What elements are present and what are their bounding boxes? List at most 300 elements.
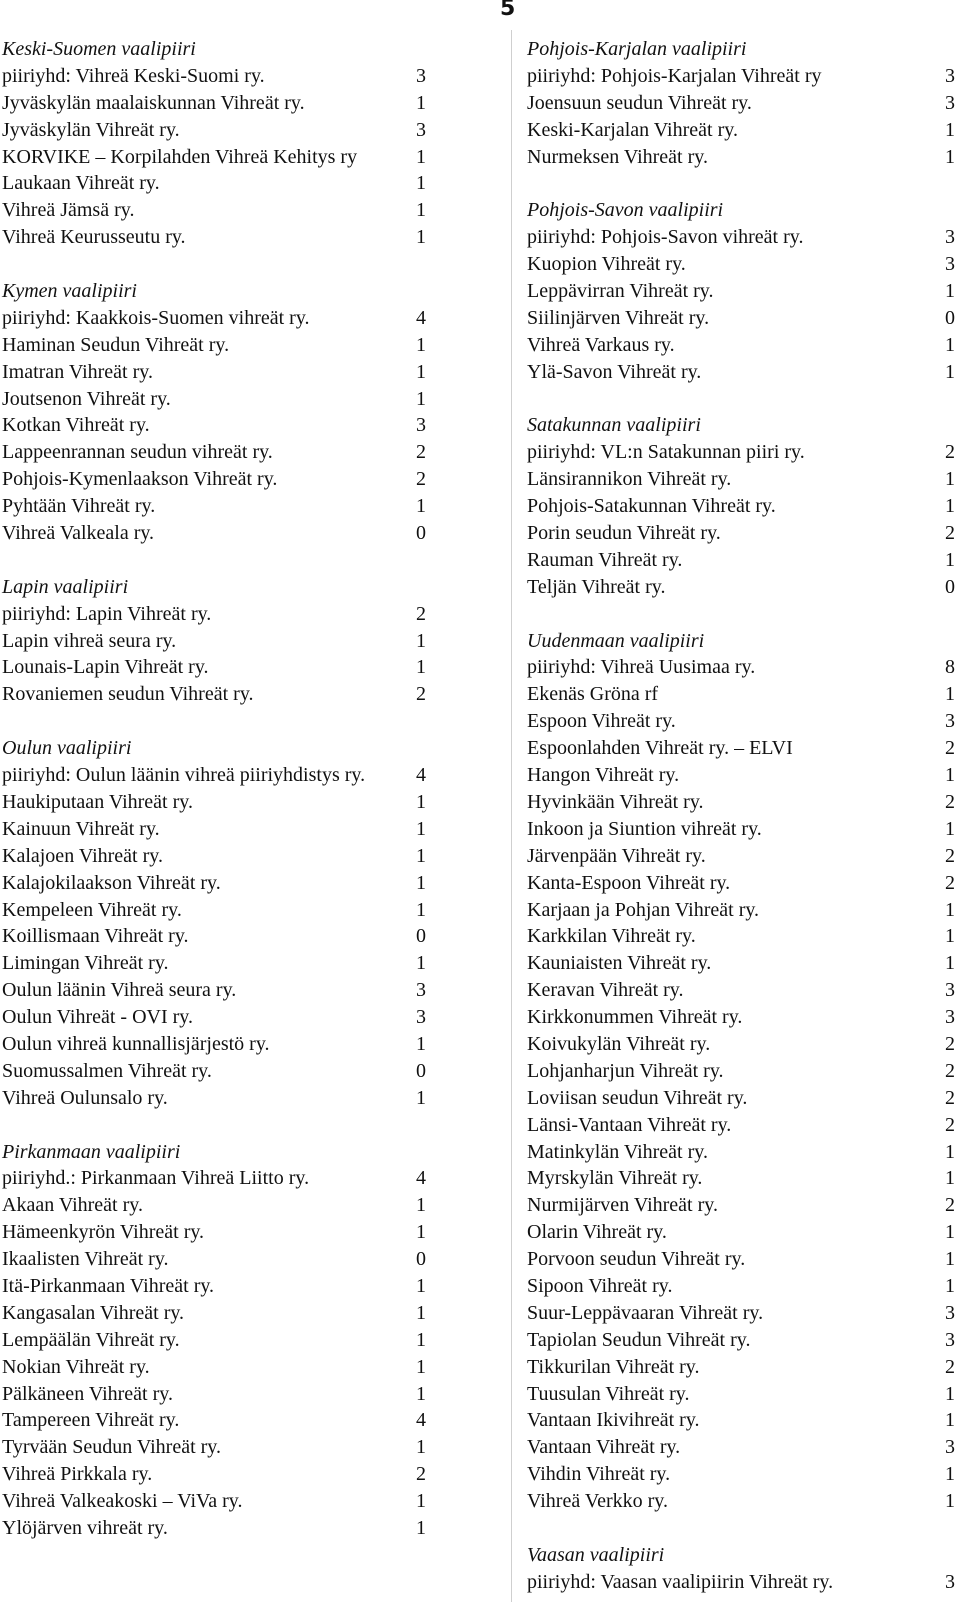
association-row	[2, 386, 462, 413]
association-count: 1	[945, 333, 955, 356]
association-row	[2, 1354, 462, 1381]
association-count: 1	[416, 790, 426, 813]
association-count: 1	[945, 952, 955, 975]
district-section	[527, 36, 957, 170]
association-name: Ylöjärven vihreät ry.	[2, 1516, 168, 1539]
association-name: KORVIKE – Korpilahden Vihreä Kehitys ry	[2, 145, 358, 168]
association-count: 1	[945, 683, 955, 706]
association-name: Oulun vihreä kunnallisjärjestö ry.	[2, 1032, 270, 1055]
association-count: 1	[945, 495, 955, 518]
association-row	[527, 332, 957, 359]
association-name: Kalajoen Vihreät ry.	[2, 844, 163, 867]
association-row	[527, 144, 957, 171]
association-row	[527, 520, 957, 547]
association-name: Oulun Vihreät - OVI ry.	[2, 1006, 193, 1029]
association-name: Myrskylän Vihreät ry.	[527, 1167, 703, 1190]
association-row	[2, 1192, 462, 1219]
association-row	[527, 1488, 957, 1515]
association-count: 1	[416, 333, 426, 356]
association-name: Karkkilan Vihreät ry.	[527, 925, 696, 948]
association-count: 2	[416, 441, 426, 464]
association-name: Ikaalisten Vihreät ry.	[2, 1248, 169, 1271]
association-row	[527, 251, 957, 278]
association-row	[527, 1085, 957, 1112]
association-row	[2, 90, 462, 117]
association-name: Vihreä Keurusseutu ry.	[2, 226, 186, 249]
association-count: 0	[416, 925, 426, 948]
association-row	[2, 144, 462, 171]
association-count: 3	[416, 414, 426, 437]
association-name: piiriyhd: Oulun läänin vihreä piiriyhdistys ry.	[2, 764, 366, 787]
district-section	[527, 412, 957, 600]
district-section	[527, 1542, 957, 1596]
association-name: Koillismaan Vihreät ry.	[2, 925, 189, 948]
association-row	[2, 1058, 462, 1085]
district-title: Pirkanmaan vaalipiiri	[2, 1140, 181, 1163]
district-section	[2, 735, 462, 1111]
association-count: 3	[416, 979, 426, 1002]
association-row	[2, 789, 462, 816]
association-row	[527, 359, 957, 386]
association-count: 3	[416, 1006, 426, 1029]
association-count: 2	[416, 1463, 426, 1486]
association-name: Matinkylän Vihreät ry.	[527, 1140, 708, 1163]
association-name: piiriyhd: Vihreä Uusimaa ry.	[527, 656, 756, 679]
association-name: Vihreä Varkaus ry.	[527, 333, 675, 356]
association-row	[527, 224, 957, 251]
association-count: 1	[945, 1140, 955, 1163]
association-row	[527, 63, 957, 90]
association-name: Akaan Vihreät ry.	[2, 1194, 143, 1217]
association-count: 0	[416, 522, 426, 545]
association-row	[2, 1381, 462, 1408]
association-name: Teljän Vihreät ry.	[527, 575, 666, 598]
association-count: 1	[945, 1167, 955, 1190]
association-name: Tyrvään Seudun Vihreät ry.	[2, 1436, 222, 1459]
association-row	[527, 735, 957, 762]
association-row	[527, 493, 957, 520]
association-count: 1	[945, 360, 955, 383]
association-row	[2, 1031, 462, 1058]
association-name: Laukaan Vihreät ry.	[2, 172, 160, 195]
association-name: Jyväskylän Vihreät ry.	[2, 118, 180, 141]
association-name: Vihreä Valkeakoski – ViVa ry.	[2, 1490, 243, 1513]
association-row	[2, 224, 462, 251]
association-name: Limingan Vihreät ry.	[2, 952, 169, 975]
association-count: 3	[945, 226, 955, 249]
association-count: 1	[945, 280, 955, 303]
association-count: 1	[945, 925, 955, 948]
association-count: 2	[945, 1113, 955, 1136]
association-name: Tikkurilan Vihreät ry.	[527, 1355, 700, 1378]
association-row	[2, 897, 462, 924]
association-count: 2	[945, 871, 955, 894]
association-row	[527, 1192, 957, 1219]
association-count: 1	[416, 1516, 426, 1539]
association-count: 4	[416, 1167, 426, 1190]
association-count: 0	[945, 575, 955, 598]
association-row	[527, 897, 957, 924]
association-row	[2, 1461, 462, 1488]
association-name: Kotkan Vihreät ry.	[2, 414, 150, 437]
association-row	[527, 90, 957, 117]
association-name: Suomussalmen Vihreät ry.	[2, 1059, 212, 1082]
association-row	[2, 305, 462, 332]
association-count: 1	[416, 1490, 426, 1513]
association-row	[527, 1058, 957, 1085]
association-count: 1	[416, 656, 426, 679]
right-column	[527, 36, 957, 1623]
association-name: Jyväskylän maalaiskunnan Vihreät ry.	[2, 91, 305, 114]
association-count: 2	[945, 1194, 955, 1217]
association-row	[527, 1461, 957, 1488]
association-name: Olarin Vihreät ry.	[527, 1221, 667, 1244]
association-row	[527, 1407, 957, 1434]
association-count: 1	[416, 1274, 426, 1297]
association-row	[2, 412, 462, 439]
association-name: piiriyhd: Vaasan vaalipiirin Vihreät ry.	[527, 1570, 834, 1593]
association-name: Hangon Vihreät ry.	[527, 764, 680, 787]
association-count: 1	[945, 1490, 955, 1513]
association-row	[2, 359, 462, 386]
association-name: Espoonlahden Vihreät ry. – ELVI	[527, 737, 793, 760]
association-name: piiriyhd: Kaakkois-Suomen vihreät ry.	[2, 306, 310, 329]
association-count: 1	[416, 952, 426, 975]
association-count: 3	[945, 710, 955, 733]
association-name: Hyvinkään Vihreät ry.	[527, 790, 704, 813]
association-name: Vihdin Vihreät ry.	[527, 1463, 671, 1486]
association-count: 1	[416, 172, 426, 195]
association-row	[527, 1139, 957, 1166]
association-count: 2	[945, 1059, 955, 1082]
district-title: Pohjois-Savon vaalipiiri	[527, 199, 724, 222]
association-row	[2, 1327, 462, 1354]
association-name: Joutsenon Vihreät ry.	[2, 387, 171, 410]
association-count: 4	[416, 764, 426, 787]
association-count: 1	[416, 360, 426, 383]
association-name: Nurmeksen Vihreät ry.	[527, 145, 708, 168]
association-count: 1	[945, 1409, 955, 1432]
association-name: piiriyhd: Pohjois-Karjalan Vihreät ry	[527, 64, 822, 87]
association-count: 1	[945, 118, 955, 141]
association-row	[527, 1246, 957, 1273]
association-name: Nurmijärven Vihreät ry.	[527, 1194, 718, 1217]
association-row	[527, 708, 957, 735]
association-count: 8	[945, 656, 955, 679]
association-row	[527, 1219, 957, 1246]
association-count: 1	[416, 1355, 426, 1378]
association-name: Leppävirran Vihreät ry.	[527, 280, 714, 303]
association-row	[527, 654, 957, 681]
association-name: Rovaniemen seudun Vihreät ry.	[2, 683, 254, 706]
association-row	[527, 923, 957, 950]
association-name: Länsirannikon Vihreät ry.	[527, 468, 732, 491]
association-row	[527, 977, 957, 1004]
association-count: 1	[416, 629, 426, 652]
association-row	[2, 332, 462, 359]
association-count: 1	[945, 468, 955, 491]
district-section	[2, 278, 462, 547]
association-row	[2, 1300, 462, 1327]
association-row	[2, 117, 462, 144]
association-row	[2, 439, 462, 466]
association-count: 3	[945, 91, 955, 114]
association-row	[527, 762, 957, 789]
association-row	[2, 1515, 462, 1542]
association-row	[2, 601, 462, 628]
association-row	[527, 681, 957, 708]
association-row	[2, 923, 462, 950]
association-name: Lapin vihreä seura ry.	[2, 629, 177, 652]
association-row	[527, 1112, 957, 1139]
association-count: 2	[945, 790, 955, 813]
association-name: Vihreä Valkeala ry.	[2, 522, 155, 545]
association-name: Kauniaisten Vihreät ry.	[527, 952, 712, 975]
association-count: 2	[416, 602, 426, 625]
association-row	[2, 520, 462, 547]
association-row	[2, 1407, 462, 1434]
association-name: piiriyhd: Lapin Vihreät ry.	[2, 602, 212, 625]
association-row	[527, 789, 957, 816]
association-name: Keravan Vihreät ry.	[527, 979, 684, 1002]
association-name: Haukiputaan Vihreät ry.	[2, 790, 193, 813]
association-count: 3	[945, 1006, 955, 1029]
association-count: 2	[945, 1032, 955, 1055]
association-name: Kirkkonummen Vihreät ry.	[527, 1006, 743, 1029]
association-count: 1	[945, 145, 955, 168]
association-count: 2	[945, 522, 955, 545]
association-name: Länsi-Vantaan Vihreät ry.	[527, 1113, 732, 1136]
district-section	[2, 574, 462, 708]
association-name: Kempeleen Vihreät ry.	[2, 898, 182, 921]
association-count: 2	[945, 1086, 955, 1109]
association-count: 1	[416, 1328, 426, 1351]
association-count: 1	[945, 1463, 955, 1486]
association-name: Ylä-Savon Vihreät ry.	[527, 360, 702, 383]
association-name: Kainuun Vihreät ry.	[2, 817, 160, 840]
district-section	[2, 1139, 462, 1542]
association-row	[2, 1165, 462, 1192]
association-count: 3	[945, 64, 955, 87]
association-name: Järvenpään Vihreät ry.	[527, 844, 706, 867]
association-count: 1	[416, 898, 426, 921]
association-count: 4	[416, 306, 426, 329]
association-count: 1	[416, 495, 426, 518]
association-name: Kangasalan Vihreät ry.	[2, 1301, 185, 1324]
association-count: 1	[416, 1032, 426, 1055]
association-name: Tampereen Vihreät ry.	[2, 1409, 180, 1432]
association-name: Tapiolan Seudun Vihreät ry.	[527, 1328, 751, 1351]
association-name: piiriyhd: Vihreä Keski-Suomi ry.	[2, 64, 265, 87]
association-name: Karjaan ja Pohjan Vihreät ry.	[527, 898, 760, 921]
association-name: Tuusulan Vihreät ry.	[527, 1382, 690, 1405]
association-row	[527, 305, 957, 332]
association-row	[2, 1085, 462, 1112]
association-name: Itä-Pirkanmaan Vihreät ry.	[2, 1274, 215, 1297]
district-title: Kymen vaalipiiri	[2, 280, 137, 303]
association-count: 4	[416, 1409, 426, 1432]
association-count: 1	[945, 1274, 955, 1297]
association-count: 0	[416, 1248, 426, 1271]
association-count: 3	[416, 118, 426, 141]
association-count: 1	[945, 548, 955, 571]
association-row	[2, 977, 462, 1004]
association-count: 2	[945, 1355, 955, 1378]
association-name: piiriyhd.: Pirkanmaan Vihreä Liitto ry.	[2, 1167, 310, 1190]
association-name: Lohjanharjun Vihreät ry.	[527, 1059, 724, 1082]
association-count: 3	[945, 1570, 955, 1593]
association-row	[2, 1246, 462, 1273]
association-row	[2, 1273, 462, 1300]
association-count: 1	[945, 817, 955, 840]
association-row	[527, 843, 957, 870]
association-row	[527, 1569, 957, 1596]
association-name: Loviisan seudun Vihreät ry.	[527, 1086, 748, 1109]
association-name: Pyhtään Vihreät ry.	[2, 495, 156, 518]
left-column	[2, 36, 462, 1569]
association-count: 1	[416, 1221, 426, 1244]
association-name: Haminan Seudun Vihreät ry.	[2, 333, 230, 356]
association-row	[2, 1004, 462, 1031]
association-name: Porvoon seudun Vihreät ry.	[527, 1248, 746, 1271]
association-name: Lempäälän Vihreät ry.	[2, 1328, 180, 1351]
association-row	[2, 816, 462, 843]
association-name: Pälkäneen Vihreät ry.	[2, 1382, 173, 1405]
district-title: Vaasan vaalipiiri	[527, 1543, 665, 1566]
association-name: piiriyhd: Pohjois-Savon vihreät ry.	[527, 226, 804, 249]
association-count: 1	[416, 91, 426, 114]
association-count: 1	[416, 145, 426, 168]
district-title: Lapin vaalipiiri	[2, 575, 129, 598]
association-row	[2, 1488, 462, 1515]
association-row	[2, 197, 462, 224]
association-row	[527, 439, 957, 466]
association-count: 2	[945, 844, 955, 867]
association-name: Vihreä Pirkkala ry.	[2, 1463, 153, 1486]
district-title: Satakunnan vaalipiiri	[527, 414, 701, 437]
association-name: Nokian Vihreät ry.	[2, 1355, 150, 1378]
association-name: Espoon Vihreät ry.	[527, 710, 676, 733]
association-name: Inkoon ja Siuntion vihreät ry.	[527, 817, 762, 840]
association-row	[2, 762, 462, 789]
association-row	[2, 493, 462, 520]
association-name: Joensuun seudun Vihreät ry.	[527, 91, 752, 114]
association-name: Siilinjärven Vihreät ry.	[527, 306, 710, 329]
association-name: Vantaan Ikivihreät ry.	[527, 1409, 700, 1432]
district-section	[2, 36, 462, 251]
association-row	[527, 1354, 957, 1381]
association-name: Hämeenkyrön Vihreät ry.	[2, 1221, 205, 1244]
association-count: 2	[945, 737, 955, 760]
association-count: 3	[945, 1301, 955, 1324]
association-count: 1	[945, 1248, 955, 1271]
district-title: Pohjois-Karjalan vaalipiiri	[527, 38, 747, 60]
association-count: 2	[945, 441, 955, 464]
association-row	[2, 870, 462, 897]
association-name: Vantaan Vihreät ry.	[527, 1436, 681, 1459]
association-count: 0	[416, 1059, 426, 1082]
district-title: Oulun vaalipiiri	[2, 737, 132, 760]
association-name: Kalajokilaakson Vihreät ry.	[2, 871, 221, 894]
association-row	[527, 466, 957, 493]
association-row	[2, 843, 462, 870]
association-count: 1	[416, 1301, 426, 1324]
association-row	[527, 816, 957, 843]
association-count: 2	[416, 468, 426, 491]
district-title: Keski-Suomen vaalipiiri	[2, 38, 196, 60]
association-row	[527, 1031, 957, 1058]
association-row	[2, 628, 462, 655]
association-count: 1	[416, 817, 426, 840]
association-row	[2, 1219, 462, 1246]
association-count: 1	[945, 1382, 955, 1405]
association-row	[527, 574, 957, 601]
association-count: 1	[945, 1221, 955, 1244]
association-row	[527, 1004, 957, 1031]
association-row	[527, 870, 957, 897]
association-count: 3	[945, 979, 955, 1002]
association-row	[527, 278, 957, 305]
association-row	[527, 950, 957, 977]
association-count: 3	[945, 1436, 955, 1459]
association-row	[2, 654, 462, 681]
association-name: Lounais-Lapin Vihreät ry.	[2, 656, 209, 679]
association-name: Rauman Vihreät ry.	[527, 548, 683, 571]
association-count: 1	[416, 226, 426, 249]
association-name: Vihreä Verkko ry.	[527, 1490, 668, 1513]
column-divider	[511, 30, 512, 1602]
association-count: 1	[416, 199, 426, 222]
district-section	[527, 628, 957, 1515]
association-row	[2, 466, 462, 493]
association-count: 0	[945, 306, 955, 329]
association-row	[2, 63, 462, 90]
association-row	[2, 950, 462, 977]
association-name: Keski-Karjalan Vihreät ry.	[527, 118, 738, 141]
association-count: 3	[416, 64, 426, 87]
association-name: Koivukylän Vihreät ry.	[527, 1032, 711, 1055]
association-count: 2	[416, 683, 426, 706]
association-count: 1	[416, 387, 426, 410]
association-row	[527, 1381, 957, 1408]
association-row	[527, 1327, 957, 1354]
association-name: Ekenäs Gröna rf	[527, 683, 659, 706]
association-name: Imatran Vihreät ry.	[2, 360, 153, 383]
district-title: Uudenmaan vaalipiiri	[527, 629, 705, 652]
association-row	[527, 117, 957, 144]
association-row	[527, 547, 957, 574]
association-row	[527, 1165, 957, 1192]
association-row	[527, 1273, 957, 1300]
association-row	[2, 1434, 462, 1461]
association-row	[2, 170, 462, 197]
association-name: Vihreä Oulunsalo ry.	[2, 1086, 168, 1109]
association-count: 1	[416, 1436, 426, 1459]
association-count: 1	[416, 1194, 426, 1217]
association-row	[2, 681, 462, 708]
association-name: Kanta-Espoon Vihreät ry.	[527, 871, 731, 894]
page-number: 5	[500, 0, 516, 21]
association-row	[527, 1434, 957, 1461]
association-name: Oulun läänin Vihreä seura ry.	[2, 979, 237, 1002]
association-count: 3	[945, 1328, 955, 1351]
association-count: 1	[416, 1086, 426, 1109]
association-count: 3	[945, 253, 955, 276]
district-section	[527, 197, 957, 385]
association-name: Sipoon Vihreät ry.	[527, 1274, 673, 1297]
association-row	[527, 1300, 957, 1327]
association-name: Pohjois-Satakunnan Vihreät ry.	[527, 495, 776, 518]
